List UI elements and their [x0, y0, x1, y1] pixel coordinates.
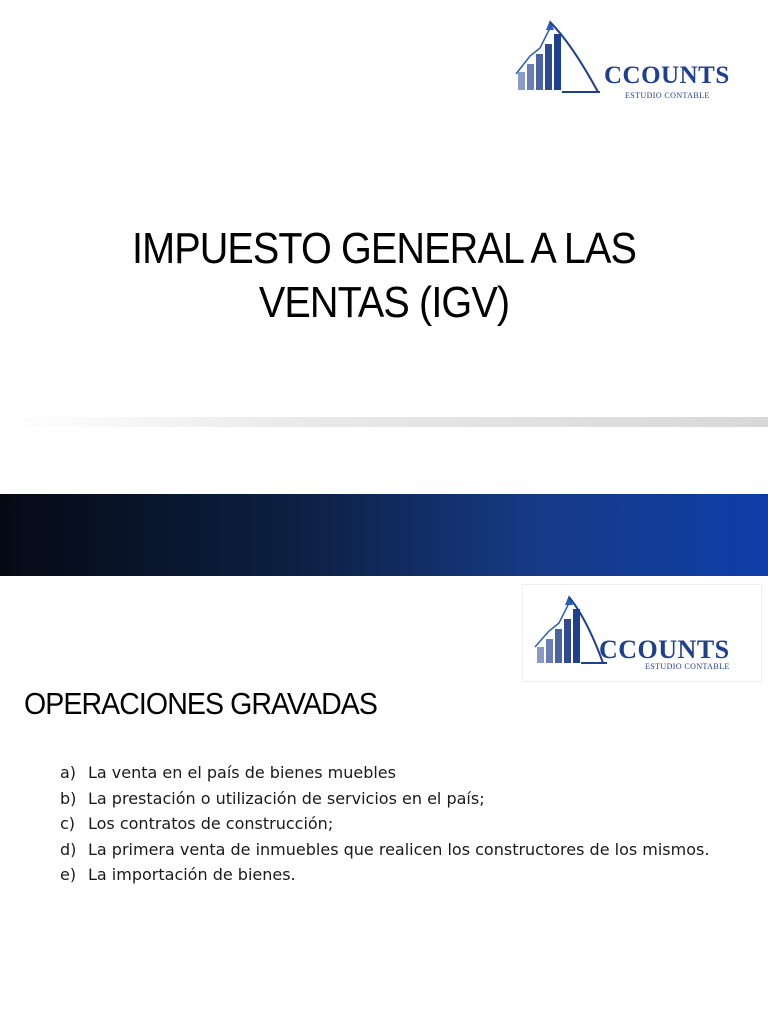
slide-1: [0, 0, 768, 494]
title-line-1: IMPUESTO GENERAL A LAS: [132, 224, 636, 273]
list-item: [60, 786, 750, 812]
list-item-marker: d): [60, 839, 77, 859]
title-line-2: VENTAS (IGV): [258, 278, 510, 327]
section-title: OPERACIONES GRAVADAS: [24, 686, 377, 721]
operations-list: [60, 760, 750, 888]
list-item-marker: a): [60, 763, 77, 782]
logo-wordmark: CCOUNTS: [599, 635, 730, 664]
page-title: [38, 222, 729, 330]
list-item-text: Los contratos de construcción;: [88, 814, 334, 833]
accounts-logo: [508, 8, 730, 104]
list-item: [60, 760, 750, 786]
list-item-text: La primera venta de inmuebles que realicen los constructores de los mismos.: [88, 839, 710, 859]
logo-subtitle: ESTUDIO CONTABLE: [645, 662, 730, 671]
logo-wordmark: CCOUNTS: [604, 62, 730, 89]
logo-subtitle: ESTUDIO CONTABLE: [625, 91, 710, 100]
list-item: [60, 862, 750, 888]
list-item-text: La venta en el país de bienes muebles: [88, 763, 396, 782]
list-item-marker: b): [60, 788, 77, 808]
list-item: [60, 837, 750, 863]
list-item-text: La prestación o utilización de servicios en el país;: [88, 788, 485, 808]
gradient-band: [0, 494, 768, 576]
accounts-logo-slide-2: [522, 584, 762, 682]
list-item: [60, 811, 750, 837]
list-item-marker: e): [60, 865, 77, 884]
list-item-text: La importación de bienes.: [88, 865, 296, 884]
divider-bar: [0, 417, 768, 427]
list-item-marker: c): [60, 814, 76, 833]
